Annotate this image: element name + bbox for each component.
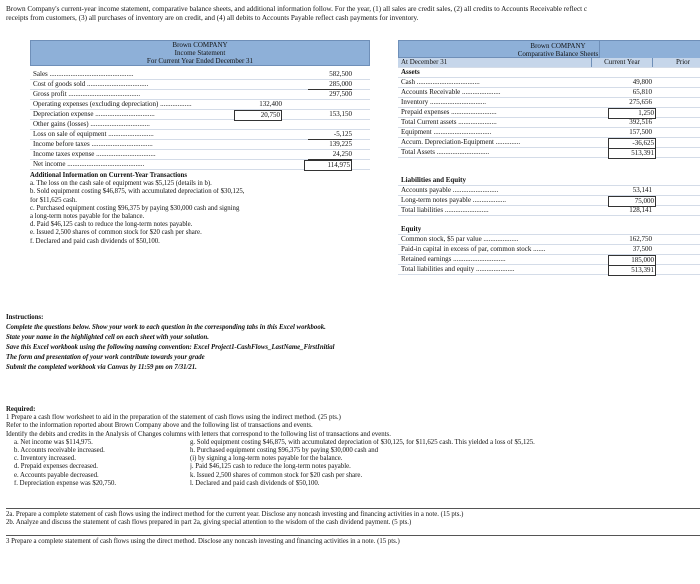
balance-row[interactable]: Paid-in capital in excess of par, common stock ....... 37,500 xyxy=(398,245,700,255)
transaction-item: j. Paid $46,125 cash to reduce the long-term notes payable. xyxy=(190,463,351,471)
income-row[interactable]: Net income ............................................ 114,975 xyxy=(30,160,370,170)
balance-row[interactable]: Total liabilities and equity ...................... 513,391 xyxy=(398,265,700,275)
instruction-line: Submit the completed workbook via Canvas by 11:59 pm on 7/31/21. xyxy=(6,364,197,371)
additional-line: for $11,625 cash. xyxy=(30,196,77,204)
income-row[interactable]: Loss on sale of equipment .......................... -5,125 xyxy=(30,130,370,140)
intro-line-2: receipts from customers, (3) all purchases of inventory are on credit, and (4) all debits to Accounts Payable reflect cash payments for inventory. xyxy=(6,14,419,22)
assets-heading: Assets xyxy=(398,68,700,78)
income-row[interactable]: Operating expenses (excluding depreciation) .................. 132,400 xyxy=(30,100,370,110)
additional-line: a. The loss on the cash sale of equipment was $5,125 (details in b). xyxy=(30,180,212,188)
income-row[interactable]: Gross profit ......................................... 297,500 xyxy=(30,90,370,100)
required-title: Required: xyxy=(6,406,36,413)
required-item-1c: Identify the debits and credits in the Analysis of Changes columns with letters that correspond to the following list of transactions and events. xyxy=(6,430,391,438)
income-row[interactable]: Income before taxes ................................... 139,225 xyxy=(30,140,370,150)
transaction-item: (i) by signing a long-term notes payable for the balance. xyxy=(190,455,343,463)
transaction-item: a. Net income was $114,975. xyxy=(14,438,93,446)
balance-row[interactable]: Cash .................................... 49,800 xyxy=(398,78,700,88)
income-statement xyxy=(30,40,370,170)
balance-company: Brown COMPANY xyxy=(530,42,586,50)
instruction-line: The form and presentation of your work contribute towards your grade xyxy=(6,354,205,361)
income-row[interactable]: Depreciation expense .................................. 20,750 153,150 xyxy=(30,110,370,120)
balance-row[interactable]: Prepaid expenses .......................... 1,250 xyxy=(398,108,700,118)
balance-title: Comparative Balance Sheets xyxy=(517,50,599,58)
required-section xyxy=(6,406,700,546)
income-row[interactable]: Other gains (losses) .................................. xyxy=(30,120,370,130)
income-company: Brown COMPANY xyxy=(172,41,228,49)
balance-row[interactable]: Retained earnings .............................. 185,000 xyxy=(398,255,700,265)
additional-line: f. Declared and paid cash dividends of $50,100. xyxy=(30,237,160,245)
equity-heading: Equity xyxy=(398,225,700,235)
instructions-title: Instructions: xyxy=(6,314,44,321)
additional-title: Additional Information on Current-Year Transactions xyxy=(30,172,187,179)
balance-row[interactable]: Total Current assets ...................... 392,516 xyxy=(398,118,700,128)
balance-sheet xyxy=(398,40,700,275)
instruction-line: Save this Excel workbook using the following naming convention: Excel Project1-CashFlows_LastName_FirstInitial xyxy=(6,344,335,351)
additional-information xyxy=(30,172,330,246)
transactions-left xyxy=(14,439,194,488)
income-period: For Current Year Ended December 31 xyxy=(146,57,254,65)
transaction-item: f. Depreciation expense was $20,750. xyxy=(14,479,117,487)
transaction-item: k. Issued 2,500 shares of common stock for $20 cash per share. xyxy=(190,471,363,479)
transaction-item: e. Accounts payable decreased. xyxy=(14,471,99,479)
required-item-2b: 2b. Analyze and discuss the statement of cash flows prepared in part 2a, giving special attention to the wisdom of the cash dividend payment. (5 pts.) xyxy=(6,519,412,527)
additional-line: e. Issued 2,500 shares of common stock for $20 cash per share. xyxy=(30,229,202,237)
intro-text xyxy=(6,5,696,23)
balance-row[interactable]: Inventory ................................ 275,656 xyxy=(398,98,700,108)
col-current-year: Current Year xyxy=(591,58,653,67)
transaction-item: c. Inventory increased. xyxy=(14,455,76,463)
income-row[interactable]: Income taxes expense .................................. 24,250 xyxy=(30,150,370,160)
required-item-1: 1 Prepare a cash flow worksheet to aid in the preparation of the statement of cash flows using the indirect method. (25 pts.) xyxy=(6,414,341,422)
income-statement-header xyxy=(30,40,370,66)
transaction-item: d. Prepaid expenses decreased. xyxy=(14,463,98,471)
balance-row[interactable]: Accounts Receivable ...................... 65,810 xyxy=(398,88,700,98)
income-row[interactable]: Cost of goods sold ................................... 285,000 xyxy=(30,80,370,90)
transaction-item: l. Declared and paid cash dividends of $50,100. xyxy=(190,479,320,487)
required-item-1b: Refer to the information reported about Brown Company above and the following list of transactions and events. xyxy=(6,422,313,430)
balance-row[interactable]: Total liabilities ......................... 128,141 xyxy=(398,206,700,216)
balance-row[interactable]: Long-term notes payable ................... 75,000 xyxy=(398,196,700,206)
instruction-line: State your name in the highlighted cell on each sheet with your solution. xyxy=(6,334,209,341)
transaction-item: b. Accounts receivable increased. xyxy=(14,447,105,455)
income-row[interactable]: Sales ................................................ 582,500 xyxy=(30,70,370,80)
balance-row[interactable]: Equipment ................................. 157,500 xyxy=(398,128,700,138)
additional-line: d. Paid $46,125 cash to reduce the long-term notes payable. xyxy=(30,221,193,229)
required-item-3: 3 Prepare a complete statement of cash flows using the direct method. Disclose any noncash investing and financing activities in a note. (15 pts.) xyxy=(6,535,700,546)
additional-line: c. Purchased equipment costing $96,375 by paying $30,000 cash and signing xyxy=(30,204,240,212)
balance-row[interactable]: Accum. Depreciation-Equipment .............. -36,625 xyxy=(398,138,700,148)
intro-line-1: Brown Company's current-year income statement, comparative balance sheets, and additional information follow. For the year, (1) all sales are credit sales, (2) all credits to Accounts Receivable reflect c xyxy=(6,5,588,13)
additional-line: a long-term notes payable for the balance. xyxy=(30,213,145,221)
additional-line: b. Sold equipment costing $46,875, with accumulated depreciation of $30,125, xyxy=(30,188,245,196)
balance-row[interactable]: Total Assets .............................. 513,391 xyxy=(398,148,700,158)
balance-row[interactable]: Accounts payable .......................... 53,141 xyxy=(398,186,700,196)
required-item-2a: 2a. Prepare a complete statement of cash flows using the indirect method for the current year. Disclose any noncash investing and financing activities in a note. (15 pts.) xyxy=(6,508,700,519)
liabilities-heading: Liabilities and Equity xyxy=(398,176,700,186)
instruction-line: Complete the questions below. Show your work to each question in the corresponding tabs in this Excel workbook. xyxy=(6,324,326,331)
income-title: Income Statement xyxy=(174,49,226,57)
col-prior-year: Prior xyxy=(676,58,690,66)
balance-at-date: At December 31 xyxy=(401,58,448,66)
transactions-list xyxy=(6,439,700,505)
instructions xyxy=(6,313,426,373)
transactions-right xyxy=(190,439,700,488)
balance-row[interactable]: Common stock, $5 par value .................... 162,750 xyxy=(398,235,700,245)
transaction-item: g. Sold equipment costing $46,875, with accumulated depreciation of $30,125, for $11,625 cash. This yielded a loss of $5,125. xyxy=(190,438,535,446)
transaction-item: h. Purchased equipment costing $96,375 by paying $30,000 cash and xyxy=(190,447,379,455)
